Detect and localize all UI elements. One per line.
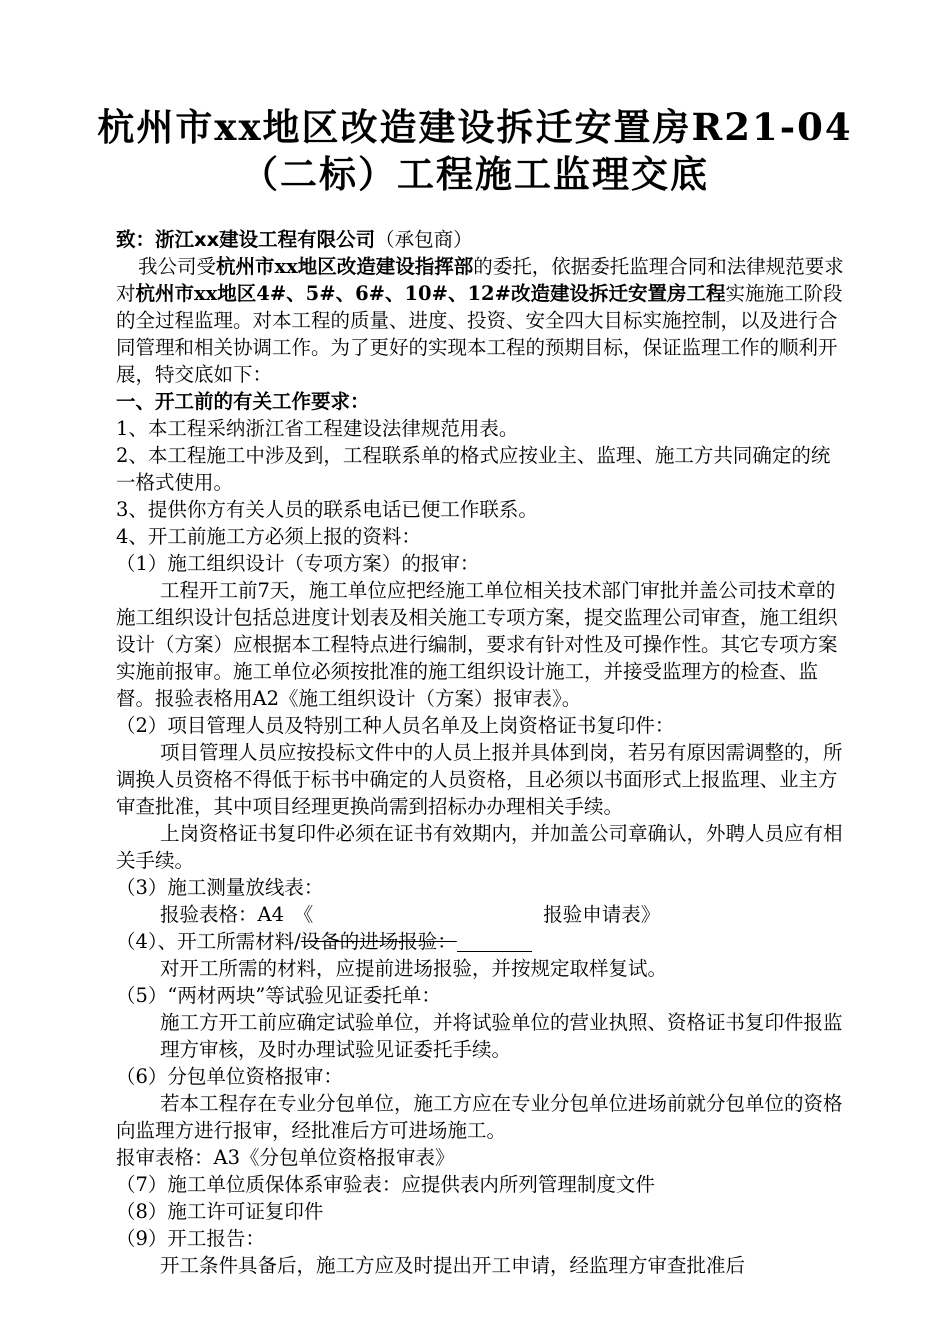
subsection-title: （6）分包单位资格报审： <box>116 1065 343 1088</box>
form-reference: 报审表格：A3《分包单位资格报审表》 <box>116 1146 455 1169</box>
document-title-line2: （二标）工程施工监理交底 <box>241 152 709 196</box>
subsection-title: （3）施工测量放线表： <box>116 876 324 899</box>
section-heading: 一、开工前的有关工作要求： <box>116 390 370 413</box>
list-item: 1、本工程采纳浙江省工程建设法律规范用表。 <box>116 417 519 440</box>
intro-client: 杭州市xx地区改造建设指挥部 <box>216 255 474 278</box>
list-item: 3、提供你方有关人员的联系电话已便工作联系。 <box>116 498 538 521</box>
struck-text: 设备的进场报验： <box>300 930 457 953</box>
subsection-title: （9）开工报告： <box>116 1227 265 1250</box>
subsection-body: 开工条件具备后，施工方应及时提出开工申请，经监理方审查批准后 <box>160 1254 746 1277</box>
intro-text-2: 的委托，依据委托监理合同和法律规范要求对 <box>116 255 844 305</box>
subsection-title: （8）施工许可证复印件 <box>116 1200 324 1223</box>
subsection-title: （5）“两材两块”等试验见证委托单： <box>116 984 441 1007</box>
document-title-line1: 杭州市xx地区改造建设拆迁安置房R21-04 <box>97 105 853 149</box>
subsection-body: 工程开工前7天，施工单位应把经施工单位相关技术部门审批并盖公司技术章的施工组织设计包括总进度计划表及相关施工专项方案，提交监理公司审查，施工组织设计（方案）应根据本工程特点进行编制，要求有针对性及可操作性。其它专项方案实施前报审。施工单位必须按批准的施工组织设计施工，并接受监理方的检查、监督。报验表格用A2《施工组织设计（方案）报审表》。 <box>116 579 838 710</box>
intro-project: 杭州市xx地区4#、5#、6#、10#、12#改造建设拆迁安置房工程 <box>135 282 726 305</box>
subsection-body: 若本工程存在专业分包单位，施工方应在专业分包单位进场前就分包单位的资格向监理方进行报审，经批准后方可进场施工。 <box>116 1092 843 1142</box>
addressee-prefix: 致： <box>116 228 156 251</box>
addressee-role: （承包商） <box>375 228 473 251</box>
subsection-body: 对开工所需的材料，应提前进场报验，并按规定取样复试。 <box>160 957 668 980</box>
list-item: 2、本工程施工中涉及到，工程联系单的格式应按业主、监理、施工方共同确定的统一格式使用。 <box>116 444 831 494</box>
underline-rule <box>457 933 532 952</box>
subsection-body: 项目管理人员应按投标文件中的人员上报并具体到岗，若另有原因需调整的，所调换人员资格不得低于标书中确定的人员资格，且必须以书面形式上报监理、业主方审查批准，其中项目经理更换尚需到招标办办理相关手续。 <box>116 741 843 818</box>
subsection-title: （7）施工单位质保体系审验表：应提供表内所列管理制度文件 <box>116 1173 655 1196</box>
form-reference <box>116 901 846 928</box>
intro-text-1: 我公司受 <box>138 255 217 278</box>
addressee-company: 浙江xx建设工程有限公司 <box>155 228 376 251</box>
subsection-body: 施工方开工前应确定试验单位，并将试验单位的营业执照、资格证书复印件报监理方审核，及时办理试验见证委托手续。 <box>160 1011 843 1061</box>
addressee-line <box>116 226 846 253</box>
subsection-body: 上岗资格证书复印件必须在证书有效期内，并加盖公司章确认，外聘人员应有相关手续。 <box>116 822 843 872</box>
subsection-title-text: （4）、开工所需材料/ <box>116 930 301 953</box>
form-ref-end: 报验申请表》 <box>543 903 661 926</box>
subsection-title <box>116 928 846 955</box>
intro-paragraph <box>116 253 846 388</box>
form-ref-start: 报验表格：A4 《 <box>160 903 314 926</box>
intro-text-3: 实施施工阶段的全过程监理。对本工程的质量、进度、投资、安全四大目标实施控制，以及进行合同管理和相关协调工作。为了更好的实现本工程的预期目标，保证监理工作的顺利开展，特交底如下： <box>116 282 843 386</box>
document-body <box>116 226 846 1279</box>
subsection-title: （2）项目管理人员及特别工种人员名单及上岗资格证书复印件： <box>116 714 675 737</box>
subsection-title: （1）施工组织设计（专项方案）的报审： <box>116 552 480 575</box>
list-item: 4、开工前施工方必须上报的资料： <box>116 525 421 548</box>
